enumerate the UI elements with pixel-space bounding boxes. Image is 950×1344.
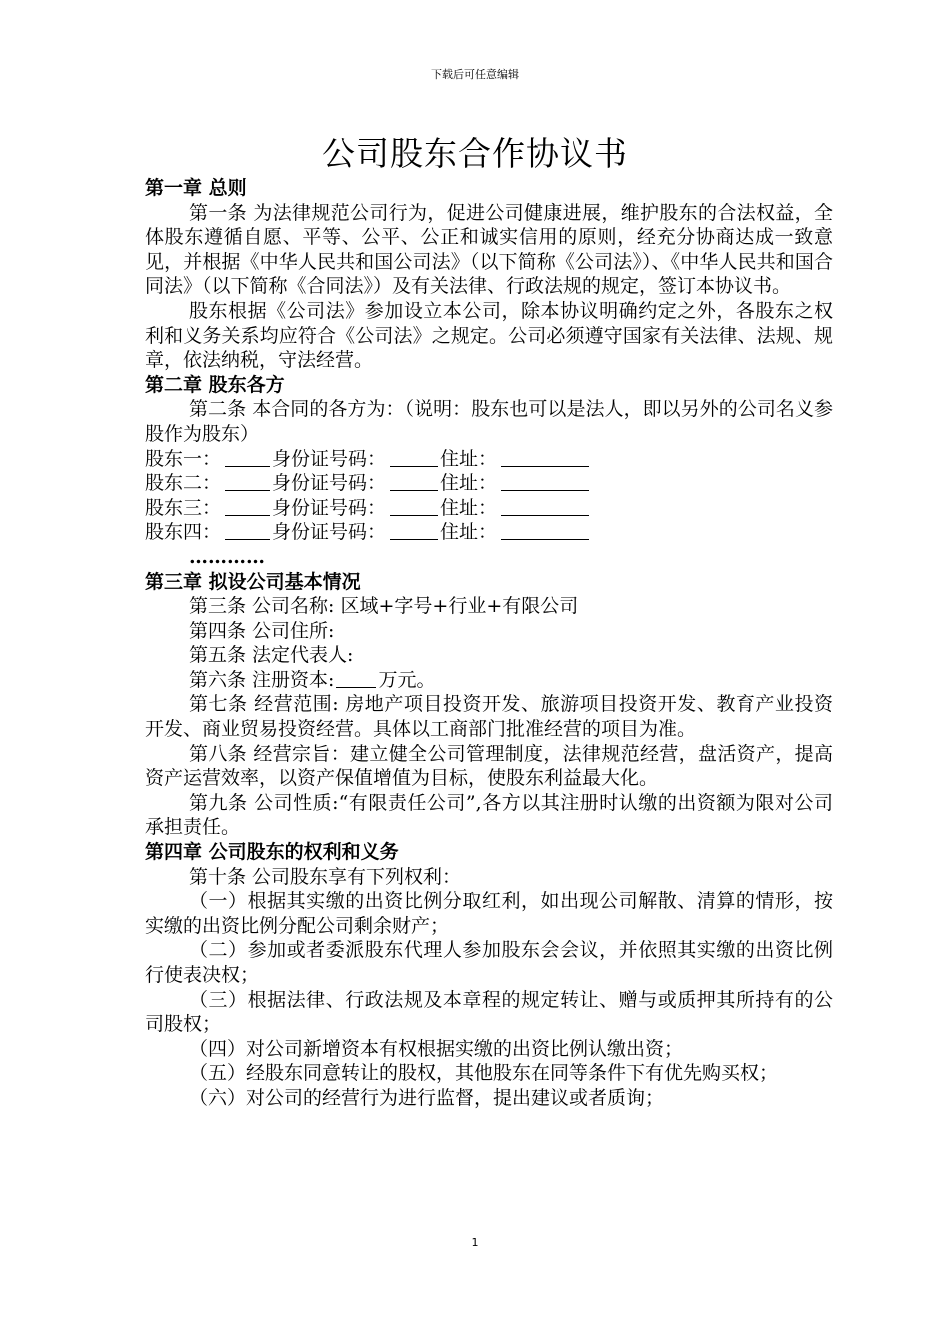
right-item: （一）根据其实缴的出资比例分取红利，如出现公司解散、清算的情形，按实缴的出资比例分配公司剩余财产；: [145, 890, 833, 937]
right-item: （二）参加或者委派股东代理人参加股东会会议，并依照其实缴的出资比例行使表决权；: [145, 939, 833, 986]
registered-capital-label: 第六条 注册资本:: [189, 668, 335, 691]
id-label: 身份证号码：: [272, 472, 387, 495]
article-3: 第三条 公司名称: 区域+字号+行业+有限公司: [189, 595, 579, 618]
name-blank: [225, 473, 270, 491]
article-1: 第一条 为法律规范公司行为，促进公司健康进展，维护股东的合法权益，全体股东遵循自愿、平等、公平、公正和诚实信用的原则，经充分协商达成一致意见，并根据《中华人民共和国公司法》（以下简称《公司法》）、《中华人民共和国合同法》（以下简称《合同法》）及有关法律、行政法规的规定，签订本协议书。: [145, 201, 833, 298]
shareholder-label: 股东三：: [145, 496, 222, 519]
article-10: 第十条 公司股东享有下列权利：: [189, 865, 462, 888]
shareholder-label: 股东四：: [145, 521, 222, 544]
ellipsis: …………: [189, 545, 265, 568]
chapter-1-paragraph-2: 股东根据《公司法》参加设立本公司，除本协议明确约定之外，各股东之权利和义务关系均应符合《公司法》之规定。公司必须遵守国家有关法律、法规、规章，依法纳税，守法经营。: [145, 299, 833, 372]
right-item: （三）根据法律、行政法规及本章程的规定转让、赠与或质押其所持有的公司股权；: [145, 988, 833, 1036]
id-blank: [390, 498, 438, 516]
chapter-1-heading: 第一章 总则: [145, 177, 247, 199]
name-blank: [225, 522, 270, 540]
document-body: [145, 176, 833, 1111]
article-9: 第九条 公司性质:“有限责任公司”,各方以其注册时认缴的出资额为限对公司承担责任。: [145, 791, 833, 839]
page-number: 1: [471, 1236, 479, 1249]
address-label: 住址：: [440, 472, 498, 495]
id-blank: [390, 449, 438, 467]
capital-unit: 万元。: [378, 668, 436, 691]
chapter-3-heading: 第三章 拟设公司基本情况: [145, 570, 361, 593]
capital-blank: [336, 670, 376, 688]
name-blank: [225, 498, 270, 516]
id-label: 身份证号码：: [272, 521, 387, 544]
shareholder-line: [145, 471, 833, 496]
article-5: 第五条 法定代表人:: [189, 644, 354, 667]
id-blank: [390, 522, 438, 540]
article-2: 第二条 本合同的各方为：（说明：股东也可以是法人，即以另外的公司名义参股作为股东）: [145, 398, 833, 445]
right-item: （六）对公司的经营行为进行监督，提出建议或者质询；: [189, 1086, 665, 1109]
article-6: [145, 668, 833, 693]
right-item: （四）对公司新增资本有权根据实缴的出资比例认缴出资；: [189, 1037, 684, 1060]
address-label: 住址：: [440, 521, 498, 544]
address-blank: [501, 473, 589, 491]
shareholder-label: 股东一：: [145, 447, 222, 470]
article-4: 第四条 公司住所:: [189, 619, 335, 642]
name-blank: [225, 449, 270, 467]
right-item: （五）经股东同意转让的股权，其他股东在同等条件下有优先购买权；: [189, 1062, 779, 1085]
shareholder-label: 股东二：: [145, 472, 222, 495]
article-7: 第七条 经营范围: 房地产项目投资开发、旅游项目投资开发、教育产业投资开发、商业贸易投资经营。具体以工商部门批准经营的项目为准。: [145, 693, 833, 741]
document-title: 公司股东合作协议书: [322, 134, 628, 173]
id-label: 身份证号码：: [272, 496, 387, 519]
id-blank: [390, 473, 438, 491]
address-blank: [501, 498, 589, 516]
shareholder-line: [145, 520, 833, 545]
shareholder-line: [145, 496, 833, 521]
article-8: 第八条 经营宗旨：建立健全公司管理制度，法律规范经营，盘活资产，提高资产运营效率，以资产保值增值为目标，使股东利益最大化。: [145, 742, 833, 790]
address-label: 住址：: [440, 496, 498, 519]
page-header: 下载后可任意编辑: [431, 68, 519, 81]
shareholder-line: [145, 447, 833, 472]
chapter-4-heading: 第四章 公司股东的权利和义务: [145, 841, 399, 864]
address-blank: [501, 522, 589, 540]
address-label: 住址：: [440, 447, 498, 470]
address-blank: [501, 449, 589, 467]
chapter-2-heading: 第二章 股东各方: [145, 373, 285, 396]
id-label: 身份证号码：: [272, 447, 387, 470]
